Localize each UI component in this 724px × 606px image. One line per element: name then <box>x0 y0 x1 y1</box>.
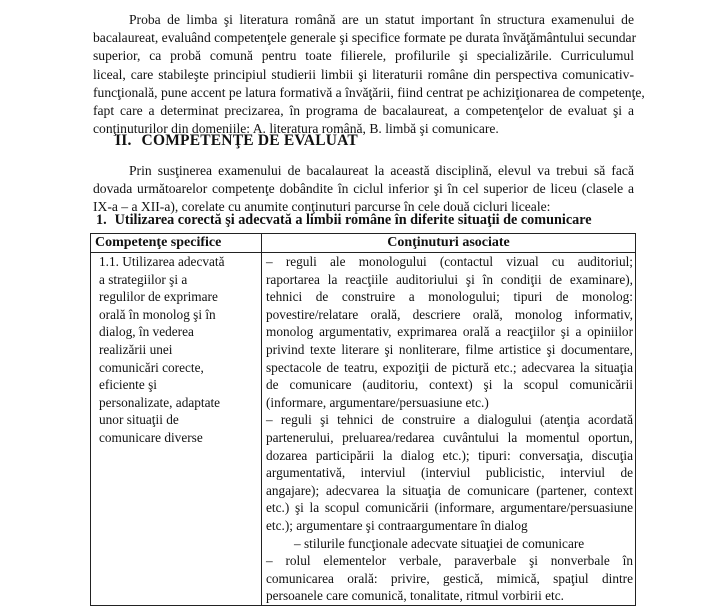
competence-line: unor situaţii de <box>99 412 179 428</box>
competence-line: realizării unei <box>99 341 173 357</box>
content-line: partenerului, preluarea/redarea cuvântului la momentul oportun, <box>266 429 633 445</box>
intro-line: liceal, care stabileşte principiul studierii limbii şi literaturii române din perspectiva comunicativ- <box>93 66 634 82</box>
intro-line: superior, ca probă comună pentru toate filierele, profilurile şi specializările. Curriculumul <box>93 48 634 64</box>
content-line: privind texte literare şi nonliterare, filme artistice şi documentare, <box>266 341 633 357</box>
header-contents: Conţinuturi asociate <box>262 234 636 253</box>
intro-paragraph <box>93 11 645 138</box>
competence-line: eficiente şi <box>99 377 157 393</box>
content-line: comunicarea orală: privire, gestică, mimică, spaţiul dintre <box>266 570 633 586</box>
content-line: dozarea participării la dialog etc.); tipuri: conversaţia, discuţia <box>266 447 633 463</box>
content-line: spectacole de teatru, expoziţii de pictură etc.; adecvarea la situaţia <box>266 359 633 375</box>
content-line: – reguli şi tehnici de construire a dialogului (atenţia acordată <box>266 412 633 428</box>
intro-line: bacalaureat, evaluând competenţele generale şi specifice formate pe durata învăţământului secundar <box>93 30 637 46</box>
eval-line: dovada următoarelor competenţe dobândite în ciclul inferior şi în cel superior de liceu (clasele a <box>93 181 634 197</box>
competence-cell <box>91 253 262 606</box>
content-line: argumentativă, interviul (interviul publicistic, interviul de <box>266 465 633 481</box>
content-line: – stilurile funcţionale adecvate situaţiei de comunicare <box>294 535 585 551</box>
subsection-title: Utilizarea corectă şi adecvată a limbii române în diferite situaţii de comunicare <box>114 212 592 228</box>
subsection-heading <box>96 212 592 229</box>
content-line: tehnici de construire a monologului; tipuri de monolog: <box>266 289 633 305</box>
section-heading <box>115 132 358 150</box>
intro-line: conţinuturilor din domeniile: A. literatura română, B. limbă şi comunicare. <box>93 121 499 137</box>
eval-line: IX-a – a XII-a), corelate cu anumite conţinuturi parcurse în cele două cicluri liceale: <box>93 199 551 215</box>
content-cell <box>262 253 636 606</box>
competence-line: a strategiilor şi a <box>99 271 188 287</box>
content-line: persoanele care comunică, tonalitate, ritmul vorbirii etc. <box>266 588 564 604</box>
content-line: raportarea la reacţiile auditoriului şi în condiţii de examinare), <box>266 271 633 287</box>
content-line: (informare, argumentare/persuasiune etc.) <box>266 394 489 410</box>
competences-table <box>90 233 636 606</box>
content-line: povestire/relatare orală, descriere orală, monolog informativ, <box>266 306 633 322</box>
header-competences: Competenţe specifice <box>91 234 262 253</box>
content-line: de comunicare (auditoriu, context) şi la scopul comunicării <box>266 377 633 393</box>
content-line: angajare); adecvarea la situaţia de comunicare (partener, context <box>266 482 633 498</box>
subsection-number: 1. <box>96 212 107 228</box>
content-line: etc.) şi la scopul comunicării (informare, argumentare/persuasiune <box>266 500 633 516</box>
content-line: monolog argumentativ, exprimarea orală a reacţiilor şi a opiniilor <box>266 324 633 340</box>
intro-line: funcţională, pune accent pe latura formativă a învăţării, fiind centrat pe achiziţionarea de competenţe, <box>93 84 645 100</box>
section-heading-number: II. <box>115 132 132 149</box>
intro-line: Proba de limba şi literatura română are un statut important în structura examenului de <box>129 12 634 27</box>
intro-line: fapt care a determinat precizarea, în programa de bacalaureat, a competenţelor de evaluat şi a <box>93 103 634 119</box>
competence-line: personalizate, adaptate <box>99 394 221 410</box>
competence-line: orală în monolog şi în <box>99 306 216 322</box>
competence-line: dialog, în vederea <box>99 324 194 340</box>
table-header-row <box>91 234 636 253</box>
content-line: etc.); argumentare şi contraargumentare în dialog <box>266 517 528 533</box>
evaluation-paragraph <box>93 162 634 217</box>
competence-line: regulilor de exprimare <box>99 289 218 305</box>
eval-line: Prin susţinerea examenului de bacalaureat la această disciplină, elevul va trebui să facă <box>129 163 634 178</box>
competence-line: comunicare diverse <box>99 429 203 445</box>
competence-line: 1.1. Utilizarea adecvată <box>99 254 225 269</box>
table-row <box>91 253 636 606</box>
section-heading-title: COMPETENŢE DE EVALUAT <box>141 132 358 149</box>
competence-line: comunicări corecte, <box>99 359 204 375</box>
content-line: – rolul elementelor verbale, paraverbale şi nonverbale în <box>266 553 633 569</box>
content-line: – reguli ale monologului (contactul vizual cu auditoriul; <box>266 254 633 269</box>
